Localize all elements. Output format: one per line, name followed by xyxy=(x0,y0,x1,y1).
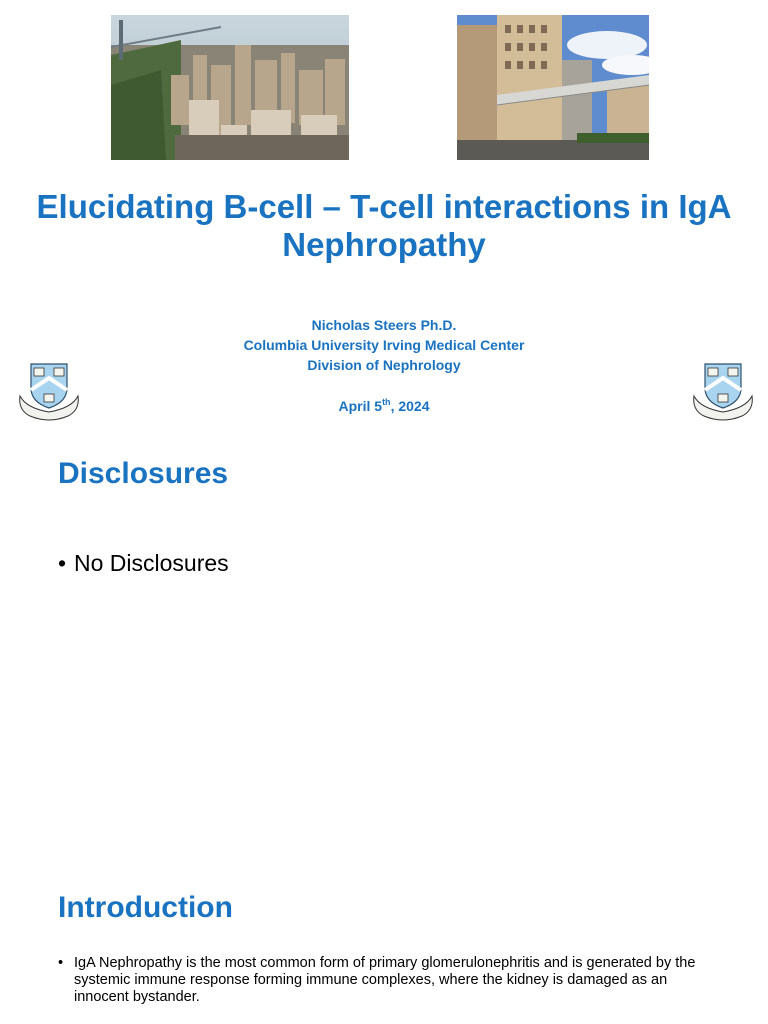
division-name: Division of Nephrology xyxy=(307,357,461,373)
list-item: • No Disclosures xyxy=(58,548,698,578)
introduction-slide xyxy=(0,880,768,1024)
city-aerial-photo xyxy=(111,15,349,160)
presentation-date xyxy=(134,396,634,416)
institution-name: Columbia University Irving Medical Center xyxy=(243,337,525,353)
list-item: • IgA Nephropathy is the most common form of primary glomerulonephritis and is generated by the systemic immune response forming immune complexes, where the kidney is damaged as an innocent bystander. xyxy=(58,955,698,1006)
introduction-list xyxy=(58,955,698,1006)
columbia-crest-icon xyxy=(690,362,756,422)
title-slide xyxy=(0,0,768,440)
disclosures-list xyxy=(58,548,698,578)
date-month-day: April 5 xyxy=(338,398,383,414)
date-ordinal: th xyxy=(382,397,391,407)
presenter-name: Nicholas Steers Ph.D. xyxy=(311,317,457,333)
disclosures-slide xyxy=(0,440,768,880)
presentation-title: Elucidating B-cell – T-cell interactions in IgA Nephropathy xyxy=(36,188,732,263)
date-year: , 2024 xyxy=(390,398,430,414)
introduction-heading: Introduction xyxy=(58,891,233,924)
campus-buildings-photo xyxy=(457,15,649,160)
disclosures-heading: Disclosures xyxy=(58,457,229,490)
columbia-crest-icon xyxy=(16,362,82,422)
